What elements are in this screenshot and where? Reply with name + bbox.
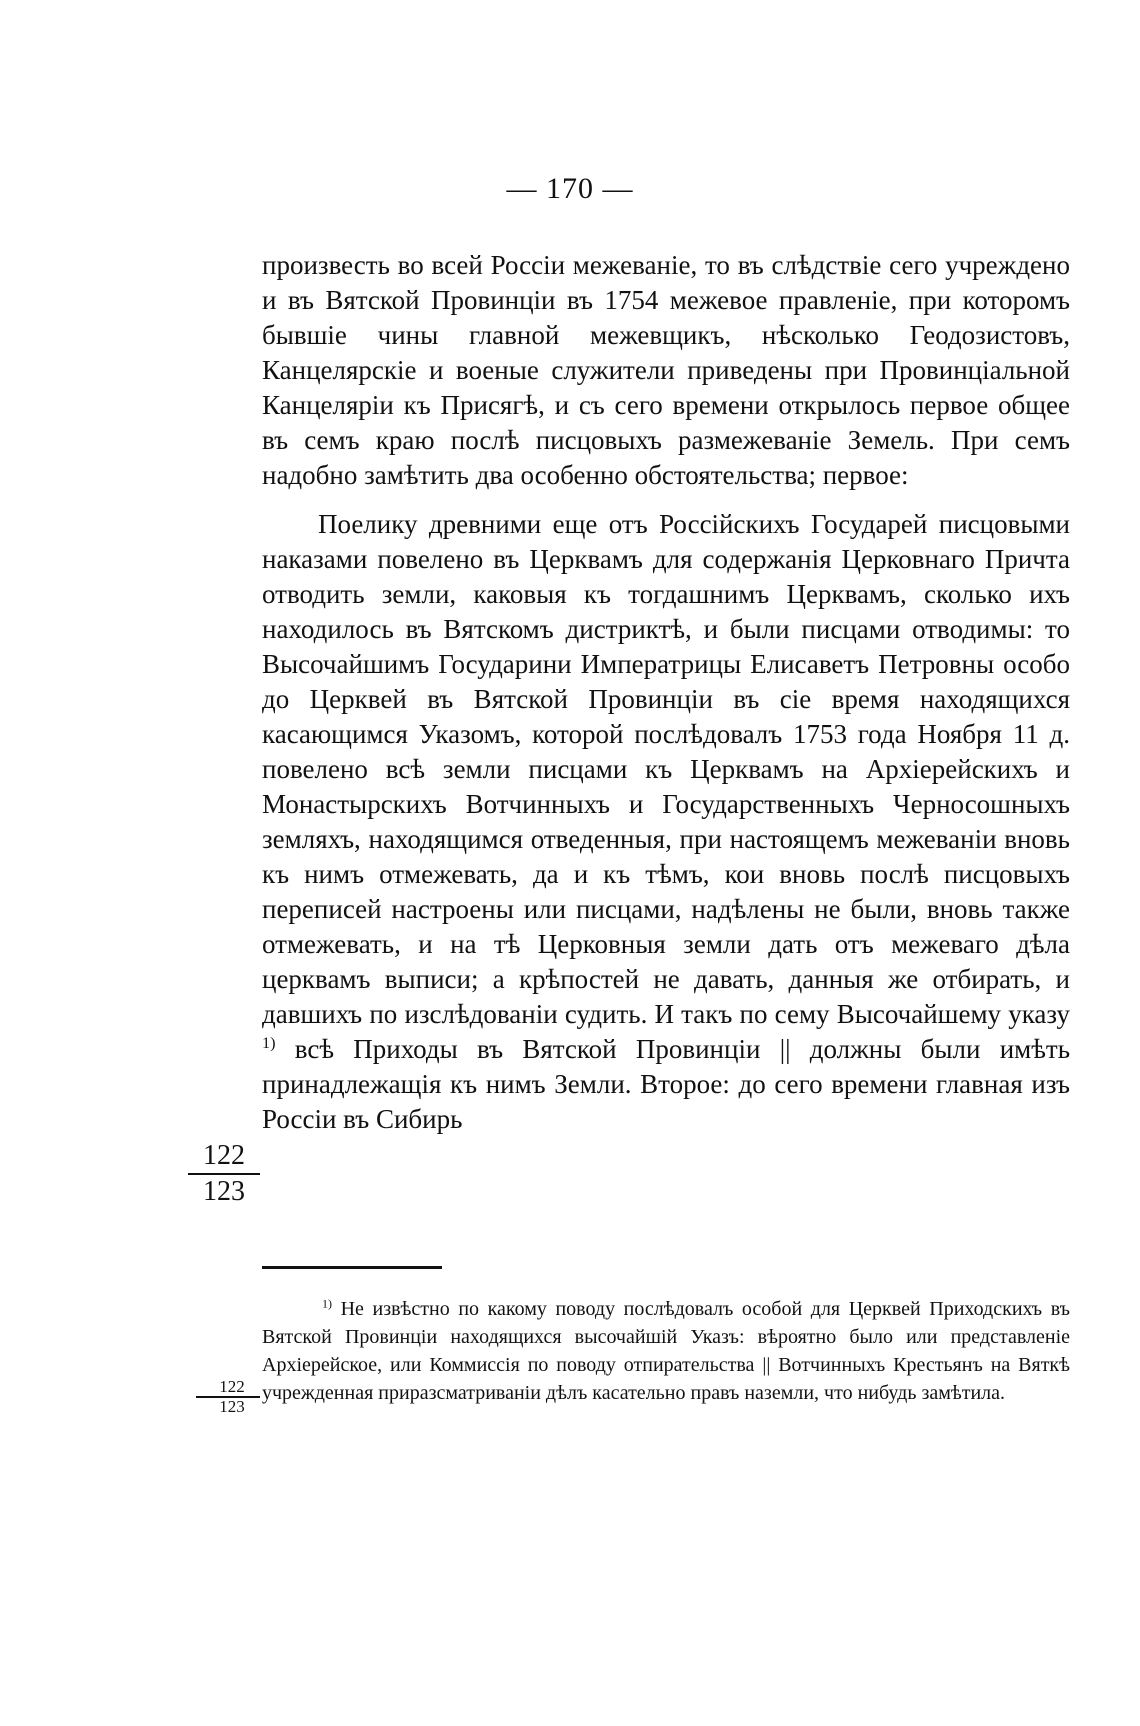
footnote [262,1295,1070,1407]
paragraph-2-part-3: должны были имѣть принадлежащія къ нимъ Земли. Второе: до сего времени главная изъ Россіи въ Сибирь [262,1034,1071,1134]
margin-page-marker [192,1142,256,1206]
paragraph-2-part-2: всѣ Приходы въ Вятской Провинціи [294,1034,761,1064]
margin-marker-top: 122 [203,1140,245,1171]
footnote-separator: || [762,1354,771,1376]
footnote-marker-top: 122 [219,1377,245,1396]
footnote-reference: 1) [262,1034,276,1052]
footnote-text-part-2: Вотчинныхъ Крестьянъ на Вяткѣ учрежденная приразсматриваніи дѣлъ касательно правъ наземли, что нибудь замѣтила. [262,1354,1071,1404]
footnote-margin-marker [204,1378,260,1416]
paragraph-2 [262,507,1070,1137]
footnote-text-part-1: Не извѣстно по какому поводу послѣдовалъ особой для Церквей Приходскихъ въ Вятской Провинціи находящихся высочайшій Указъ: вѣроятно было или представленіе Архіерейское, или Коммиссія по поводу отпирательства [262,1298,1070,1376]
page-break-separator: || [779,1034,791,1064]
paragraph-1: произвесть во всей Россіи межеваніе, то въ слѣдствіе сего учреждено и въ Вятской Провинціи въ 1754 межевое правленіе, при которомъ бывшіе чины главной межевщикъ, нѣсколько Геодозистовъ, Канцелярскіе и военые служители приведены при Провинціальной Канцеляріи къ Присягѣ, и съ сего времени открылось первое общее въ семъ краю послѣ писцовыхъ размежеваніе Земель. При семъ надобно замѣтить два особенно обстоятельства; первое: [262,250,1070,490]
footnote-divider [262,1266,442,1269]
main-text [262,248,1070,1137]
footnote-number: 1) [322,1296,332,1311]
paragraph-2-part-1: Поелику древними еще отъ Россійскихъ Государей писцовыми наказами повелено въ Церквамъ для содержанія Церковнаго Причта отводить земли, каковыя къ тогдашнимъ Церквамъ, сколько ихъ находилось въ Вятскомъ дистриктѣ, и были писцами отводимы: то Высочайшимъ Государини Императрицы Елисаветъ Петровны особо до Церквей въ Вятской Провинціи въ сіе время находящихся касающимся Указомъ, которой послѣдовалъ 1753 года Ноября 11 д. повелено всѣ земли писцами къ Церквамъ на Архіерейскихъ и Монастырскихъ Вотчинныхъ и Государственныхъ Черносошныхъ земляхъ, находящимся отведенныя, при настоящемъ межеваніи вновь къ нимъ отмежевать, да и къ тѣмъ, кои вновь послѣ писцовыхъ переписей настроены или писцами, надѣлены не были, вновь также отмежевать, и на тѣ Церковныя земли дать отъ межеваго дѣла церквамъ выписи; а крѣпостей не давать, данныя же отбирать, и давшихъ по изслѣдованіи судить. И такъ по сему Высочайшему указу [262,509,1070,1029]
page-number: — 170 — [506,172,634,205]
footnote-marker-bottom: 123 [219,1397,245,1416]
margin-marker-bottom: 123 [203,1176,245,1207]
